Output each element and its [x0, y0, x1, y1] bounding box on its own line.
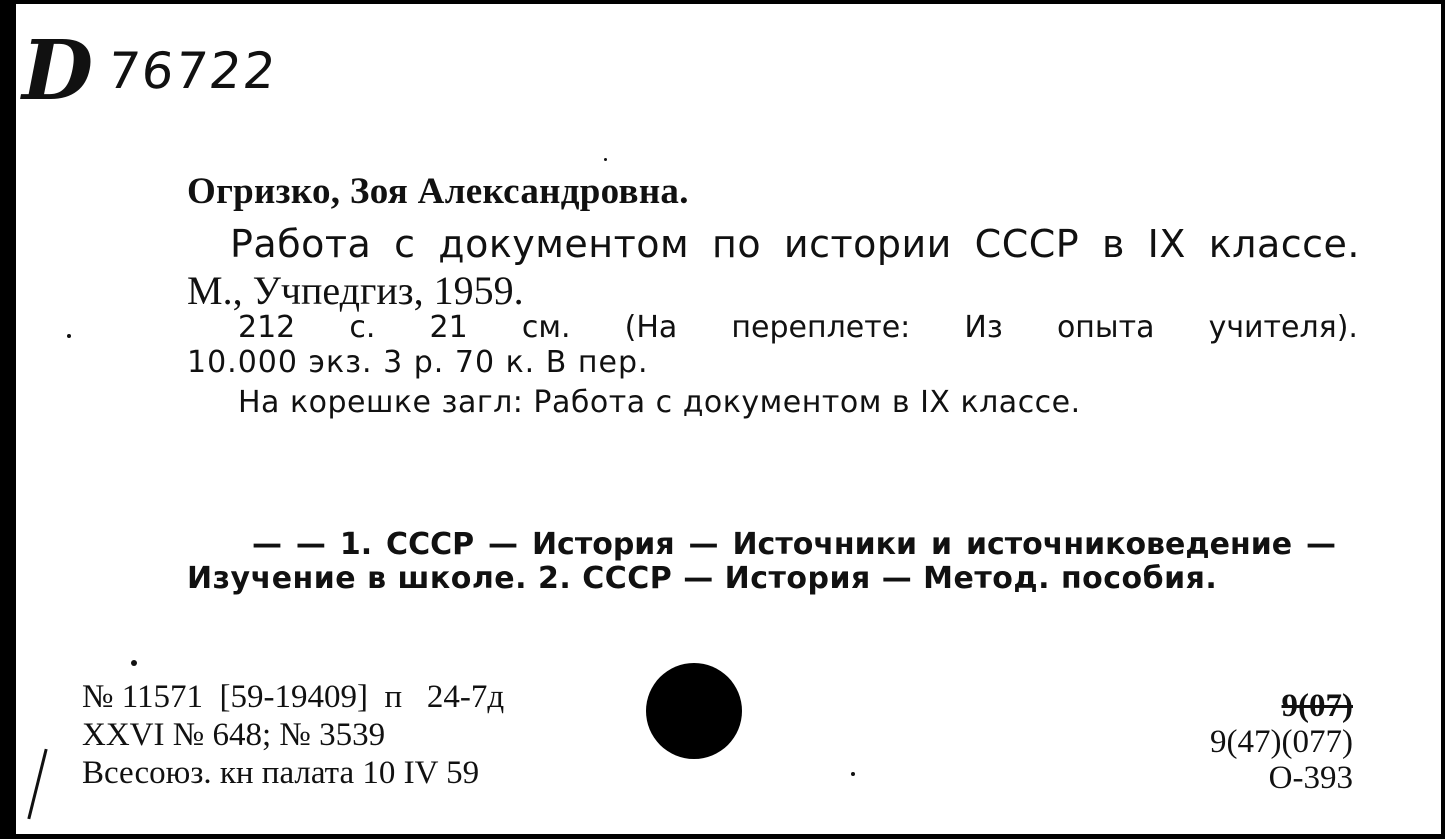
- speck-mark: [131, 660, 137, 666]
- scan-border-bottom: [0, 834, 1445, 839]
- subject-token: — —: [252, 527, 326, 562]
- punch-hole: [646, 663, 742, 759]
- classification-code: 9(47)(077): [1210, 724, 1353, 760]
- registration-line: № 11571 [59-19409] п 24-7д: [82, 679, 505, 715]
- classification-block: [1210, 688, 1353, 796]
- speck-mark: [604, 158, 607, 161]
- collation-part: Из: [964, 310, 1003, 345]
- subject-token: —: [688, 527, 719, 562]
- speck-mark: [67, 334, 71, 338]
- author-heading: Огризко, Зоя Александровна.: [187, 171, 689, 212]
- registration-line: Всесоюз. кн палата 10 IV 59: [82, 755, 480, 791]
- scan-border-top: [0, 0, 1445, 4]
- subject-headings-line-2: Изучение в школе. 2. СССР — История — Метод. пособия.: [187, 561, 1218, 596]
- title-statement: Работа с документом по истории СССР в IX классе.: [230, 222, 1360, 266]
- collation-part: опыта: [1056, 310, 1155, 345]
- subject-token: Источники: [732, 527, 918, 562]
- registration-block: [82, 678, 504, 792]
- scan-border-left: [0, 0, 16, 839]
- collation-part: переплете:: [731, 310, 911, 345]
- subject-token: СССР: [386, 527, 475, 562]
- subject-token: —: [488, 527, 519, 562]
- call-number-letter: D: [22, 23, 92, 119]
- subject-token: История: [531, 527, 675, 562]
- collation-part: учителя).: [1208, 310, 1358, 345]
- scan-border-right: [1441, 0, 1445, 839]
- handwritten-slash: [27, 749, 47, 820]
- subject-headings-line-1: [252, 527, 1336, 562]
- imprint: М., Учпедгиз, 1959.: [187, 268, 524, 313]
- subject-token: —: [1305, 527, 1336, 562]
- collation-part: 21 см.: [429, 310, 571, 345]
- edition-price: 10.000 экз. 3 р. 70 к. В пер.: [187, 345, 649, 380]
- subject-token: и: [930, 527, 953, 562]
- subject-token: источниковедение: [965, 527, 1293, 562]
- speck-mark: [851, 772, 855, 776]
- author-mark: О-393: [1268, 760, 1353, 796]
- subject-token: 1.: [339, 527, 373, 562]
- struck-classification-code: 9(07): [1281, 688, 1353, 724]
- collation-part: 212 с.: [238, 310, 376, 345]
- spine-title-note: На корешке загл: Работа с документом в IX классе.: [238, 385, 1081, 420]
- call-number-handwritten: 76722: [104, 42, 281, 100]
- collation: [238, 310, 1358, 345]
- collation-part: (На: [624, 310, 678, 345]
- registration-line: XXVI № 648; № 3539: [82, 717, 386, 753]
